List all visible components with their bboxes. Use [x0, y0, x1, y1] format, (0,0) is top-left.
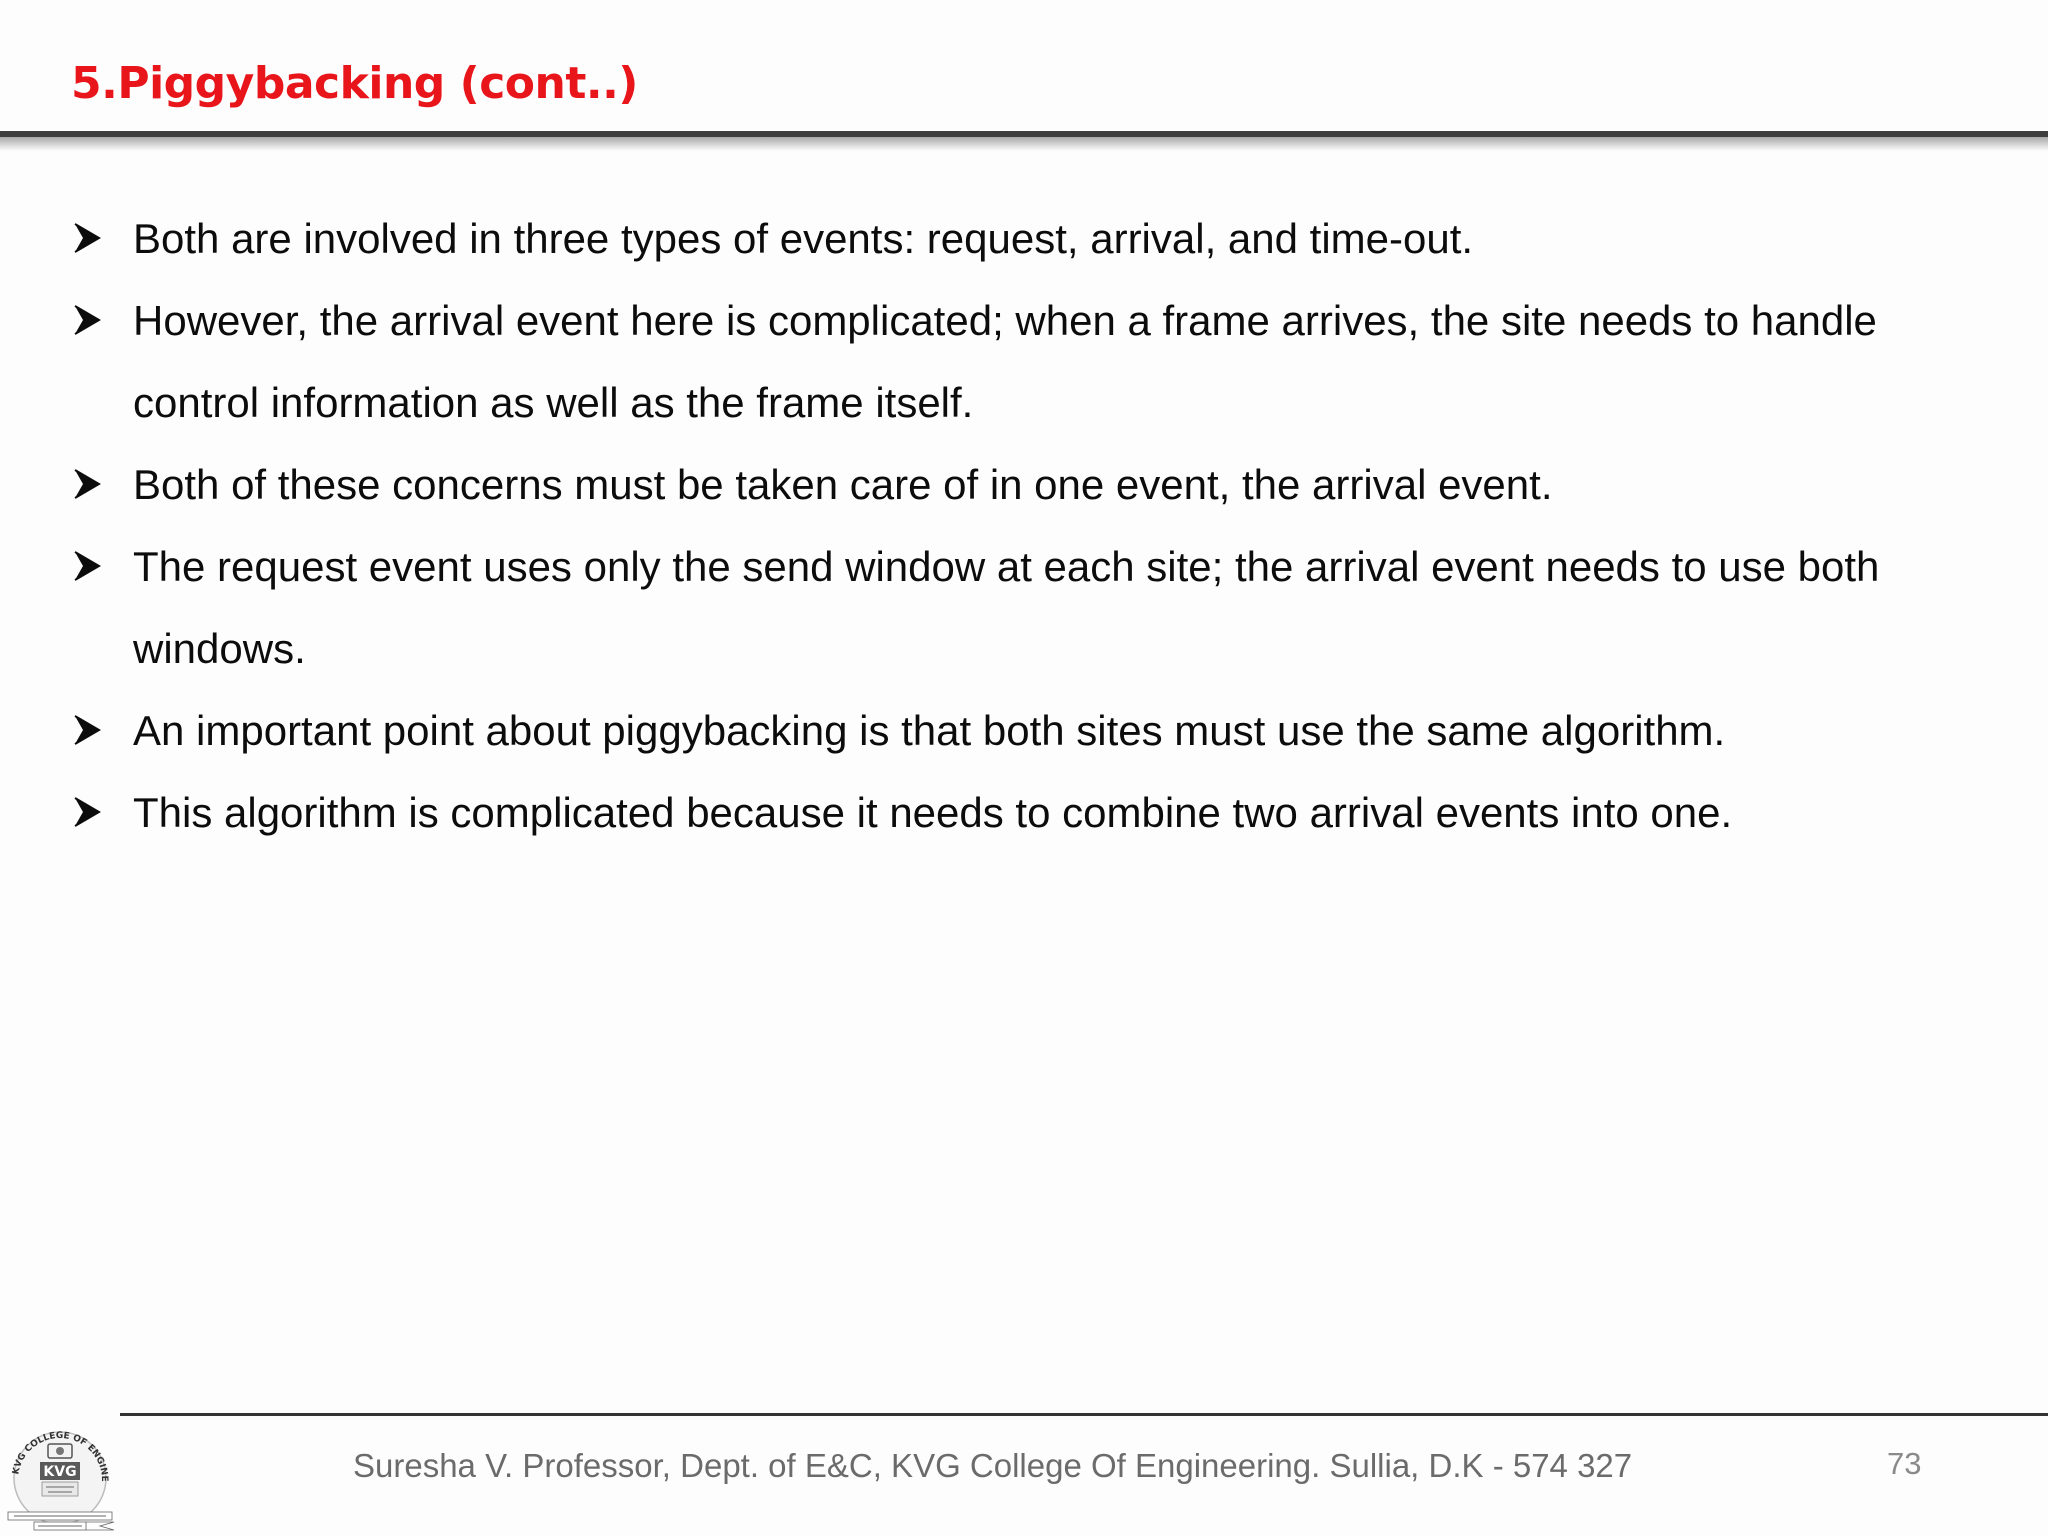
- bullet-text-line: This algorithm is complicated because it needs to combine two arrival events into one.: [133, 789, 1733, 836]
- arrowhead-bullet-icon: [70, 690, 110, 772]
- bullet-text-line: windows.: [133, 625, 306, 672]
- bullet-text-line: However, the arrival event here is complicated; when a frame arrives, the site needs to handle: [133, 297, 1877, 344]
- bullet-item: [70, 198, 2030, 280]
- arrowhead-bullet-icon: [70, 526, 110, 608]
- bullet-item: [70, 526, 2030, 690]
- bullet-text-line: Both are involved in three types of events: request, arrival, and time-out.: [133, 215, 1474, 262]
- svg-text:KVG: KVG: [43, 1464, 77, 1480]
- bullet-item: [70, 690, 2030, 772]
- bullet-text-line: The request event uses only the send window at each site; the arrival event needs to use both: [133, 543, 1880, 590]
- bullet-text-line: Both of these concerns must be taken care of in one event, the arrival event.: [133, 461, 1553, 508]
- slide-title: 5.Piggybacking (cont..): [71, 58, 638, 109]
- page-number: 73: [1887, 1446, 1922, 1481]
- arrowhead-bullet-icon: [70, 280, 110, 362]
- arrowhead-bullet-icon: [70, 772, 110, 854]
- bullet-item: [70, 772, 2030, 854]
- bullet-text-line: control information as well as the frame itself.: [133, 379, 974, 426]
- bullet-item: [70, 444, 2030, 526]
- footer-divider: [120, 1413, 2048, 1416]
- footer-credit: Suresha V. Professor, Dept. of E&C, KVG College Of Engineering. Sullia, D.K - 574 327: [353, 1447, 1633, 1484]
- bullet-item: [70, 280, 2030, 444]
- arrowhead-bullet-icon: [70, 198, 110, 280]
- arrowhead-bullet-icon: [70, 444, 110, 526]
- kvg-college-seal-logo: [4, 1418, 116, 1532]
- bullet-text-line: An important point about piggybacking is that both sites must use the same algorithm.: [133, 707, 1726, 754]
- title-divider-shadow: [0, 137, 2048, 151]
- svg-text:KVG COLLEGE OF ENGINEERING: KVG COLLEGE OF ENGINE: [11, 1430, 110, 1482]
